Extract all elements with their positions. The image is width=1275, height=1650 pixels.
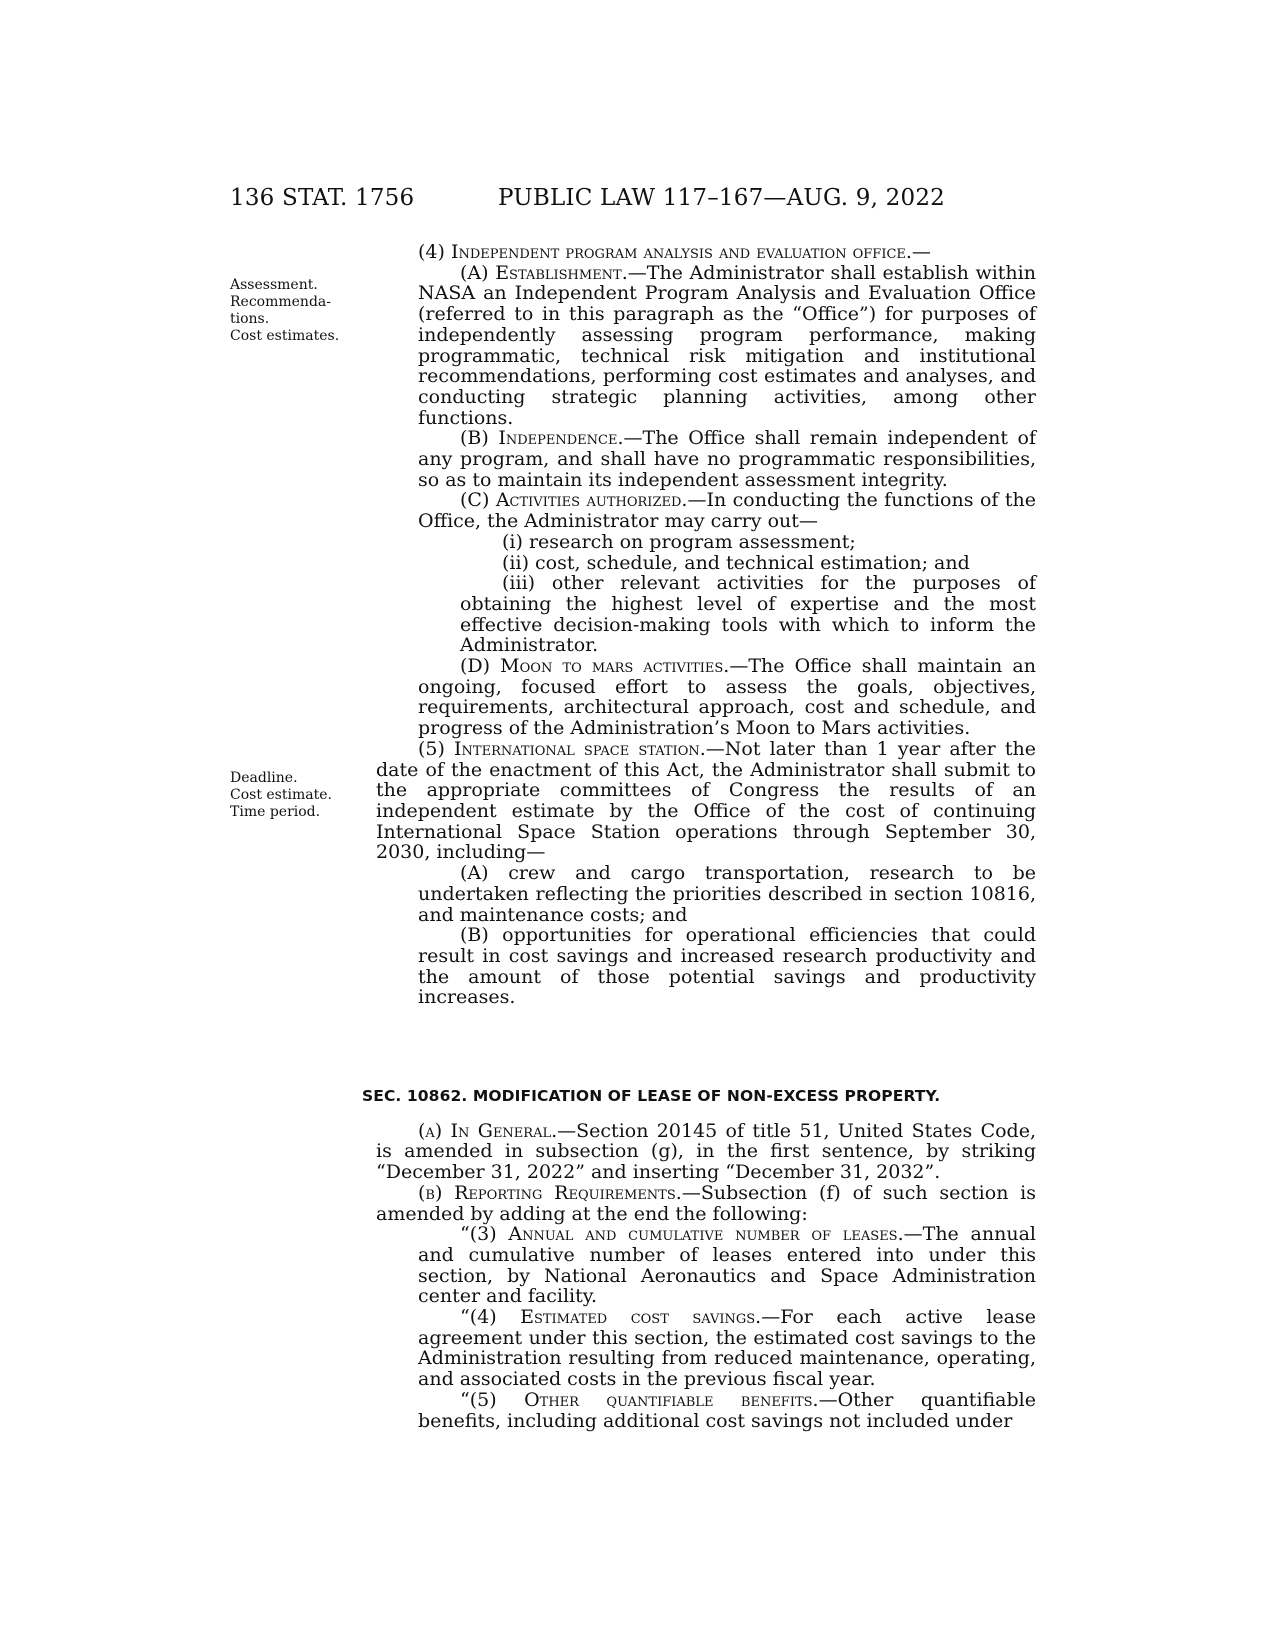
main-text-lower — [362, 1086, 1037, 1432]
clause-iii: (iii) other relevant activities for the purposes of obtaining the highest level of expertise and the most effective decision-making tools with which to inform the Administrator. — [460, 572, 1036, 657]
public-law-citation: PUBLIC LAW 117–167—AUG. 9, 2022 — [498, 185, 945, 211]
margin-note-assessment — [230, 277, 370, 345]
margin-note-line: Cost estimates. — [230, 328, 340, 344]
quoted-paragraph-4: “(4) Estimated cost savings.—For each active lease agreement under this section, the estimated cost savings to the Administration resulting from reduced maintenance, operating, and associated costs in the previous fiscal year. — [418, 1306, 1036, 1391]
subsection-b: (b) Reporting Requirements.—Subsection (f) of such section is amended by adding at the end the following: — [376, 1181, 1036, 1225]
margin-note-line: Cost estimate. — [230, 787, 332, 803]
quoted-paragraph-5: “(5) Other quantifiable benefits.—Other quantifiable benefits, including additional cost savings not included under — [418, 1388, 1036, 1432]
margin-note-line: Recommenda- — [230, 294, 331, 310]
paragraph-4b: (B) Independence.—The Office shall remain independent of any program, and shall have no programmatic responsibilities, so as to maintain its independent assessment integrity. — [418, 427, 1036, 491]
section-heading: SEC. 10862. MODIFICATION OF LEASE OF NON-EXCESS PROPERTY. — [362, 1087, 941, 1105]
paragraph-5b: (B) opportunities for operational efficiencies that could result in cost savings and increased research productivity and the amount of those potential savings and productivity increases. — [418, 924, 1036, 1009]
paragraph-4d: (D) Moon to mars activities.—The Office shall maintain an ongoing, focused effort to assess the goals, objectives, requirements, architectural approach, cost and schedule, and progress of the Administration’s Moon to Mars activities. — [418, 655, 1036, 740]
paragraph-5: (5) International space station.—Not later than 1 year after the date of the enactment of this Act, the Administrator shall submit to the appropriate committees of Congress the results of an independent estimate by the Office of the cost of continuing International Space Station operations through September 30, 2030, including— — [376, 737, 1036, 864]
margin-note-line: Time period. — [230, 804, 321, 820]
clause-i: (i) research on program assessment; — [502, 530, 856, 553]
margin-note-deadline — [230, 770, 370, 821]
main-text-upper — [376, 241, 1037, 1009]
quoted-paragraph-3: “(3) Annual and cumulative number of leases.—The annual and cumulative number of leases entered into under this section, by National Aeronautics and Space Administration center and facility. — [418, 1223, 1037, 1308]
margin-note-line: Deadline. — [230, 770, 298, 786]
paragraph-4c: (C) Activities authorized.—In conducting the functions of the Office, the Administrator may carry out— — [418, 489, 1037, 533]
paragraph-4a: (A) Establishment.—The Administrator shall establish within NASA an Independent Program Analysis and Evaluation Office (referred to in this paragraph as the “Office”) for purposes of independently assessing program performance, making programmatic, technical risk mitigation and institutional recommendations, performing cost estimates and analyses, and conducting strategic planning activities, among other functions. — [418, 261, 1036, 429]
clause-ii: (ii) cost, schedule, and technical estimation; and — [502, 551, 970, 574]
subsection-a: (a) In General.—Section 20145 of title 51, United States Code, is amended in subsection (g), in the first sentence, by striking “December 31, 2022” and inserting “December 31, 2032”. — [376, 1119, 1036, 1184]
stat-page-number: 136 STAT. 1756 — [230, 185, 415, 211]
paragraph-4-heading: (4) Independent program analysis and evaluation office.— — [418, 241, 931, 263]
margin-note-line: tions. — [230, 311, 270, 327]
margin-note-line: Assessment. — [230, 277, 318, 293]
page-header — [0, 185, 1275, 225]
paragraph-5a: (A) crew and cargo transportation, research to be undertaken reflecting the priorities described in section 10816, and maintenance costs; and — [418, 862, 1036, 926]
